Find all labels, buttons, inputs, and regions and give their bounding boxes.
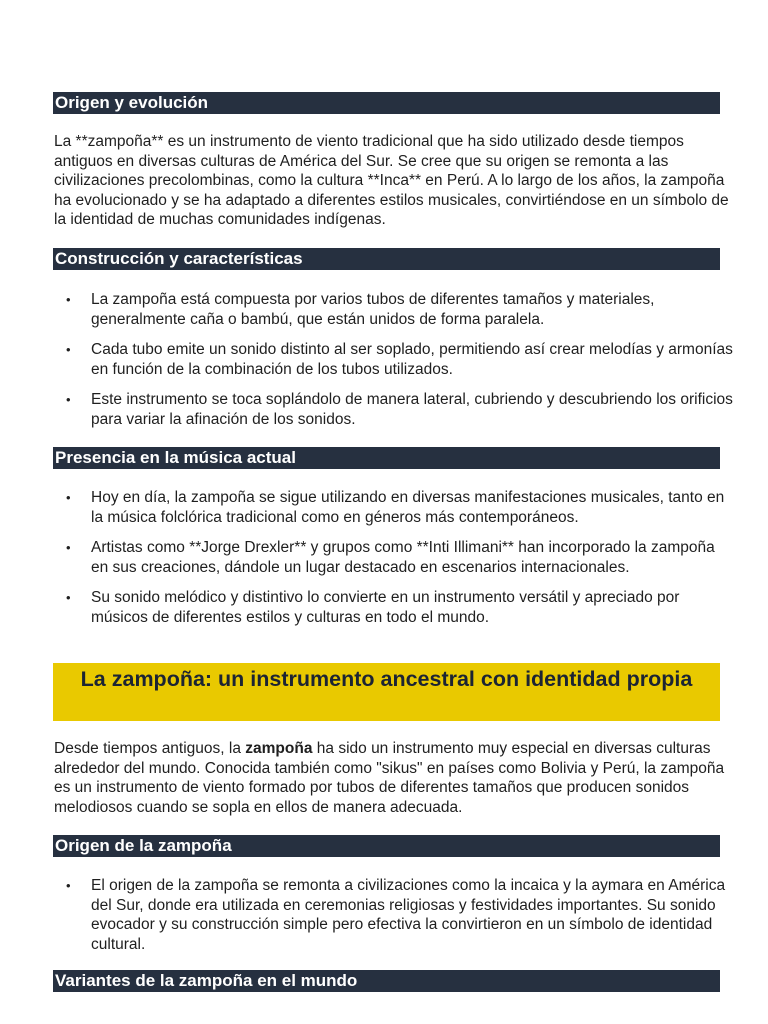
heading-presencia: Presencia en la música actual: [53, 447, 720, 469]
list-item: • El origen de la zampoña se remonta a civilizaciones como la incaica y la aymara en América del Sur, donde era utilizada en ceremonias religiosas y festividades importantes. Su sonido evocador y su construcción simple pero efectiva la convirtieron en un símbolo de identidad cultural.: [54, 876, 734, 954]
paragraph-origen-evolucion: La **zampoña** es un instrumento de viento tradicional que ha sido utilizado desde tiempos antiguos en diversas culturas de América del Sur. Se cree que su origen se remonta a las civilizaciones precolombinas, como la cultura **Inca** en Perú. A lo largo de los años, la zampoña ha evolucionado y se ha adaptado a diferentes estilos musicales, convirtiéndose en un símbolo de la identidad de muchas comunidades indígenas.: [54, 133, 729, 228]
list-item: • Cada tubo emite un sonido distinto al ser soplado, permitiendo así crear melodías y armonías en función de la combinación de los tubos utilizados.: [54, 340, 734, 379]
intro-text-end: ha sido un instrumento muy especial en diversas culturas alrededor del mundo. Conocida también como "sikus" en países como Bolivia y Perú, la zampoña es un instrumento de viento formado por tubos de diferentes tamaños que producen sonidos melodiosos cuando se sopla en ellos de manera adecuada.: [54, 740, 725, 816]
list-item: • Artistas como **Jorge Drexler** y grupos como **Inti Illimani** han incorporado la zampoña en sus creaciones, dándole un lugar destacado en escenarios internacionales.: [54, 538, 734, 577]
list-item: • La zampoña está compuesta por varios tubos de diferentes tamaños y materiales, generalmente caña o bambú, que están unidos de forma paralela.: [54, 290, 734, 329]
heading-origen-zampona: Origen de la zampoña: [53, 835, 720, 857]
heading-origen-evolucion: Origen y evolución: [53, 92, 720, 114]
banner-title: La zampoña: un instrumento ancestral con identidad propia: [53, 663, 720, 721]
list-construccion: [54, 290, 734, 429]
list-item: • Este instrumento se toca soplándolo de manera lateral, cubriendo y descubriendo los orificios para variar la afinación de los sonidos.: [54, 390, 734, 429]
list-item: • Su sonido melódico y distintivo lo convierte en un instrumento versátil y apreciado por músicos de diferentes estilos y culturas en todo el mundo.: [54, 588, 734, 627]
paragraph-intro: [54, 739, 734, 817]
list-origen-zampona: [54, 876, 734, 954]
intro-bold-term: zampoña: [245, 740, 313, 757]
heading-construccion: Construcción y características: [53, 248, 720, 270]
heading-variantes: Variantes de la zampoña en el mundo: [53, 970, 720, 992]
list-presencia: [54, 488, 734, 627]
list-item: • Hoy en día, la zampoña se sigue utilizando en diversas manifestaciones musicales, tanto en la música folclórica tradicional como en géneros más contemporáneos.: [54, 488, 734, 527]
intro-text-start: Desde tiempos antiguos, la: [54, 740, 246, 757]
